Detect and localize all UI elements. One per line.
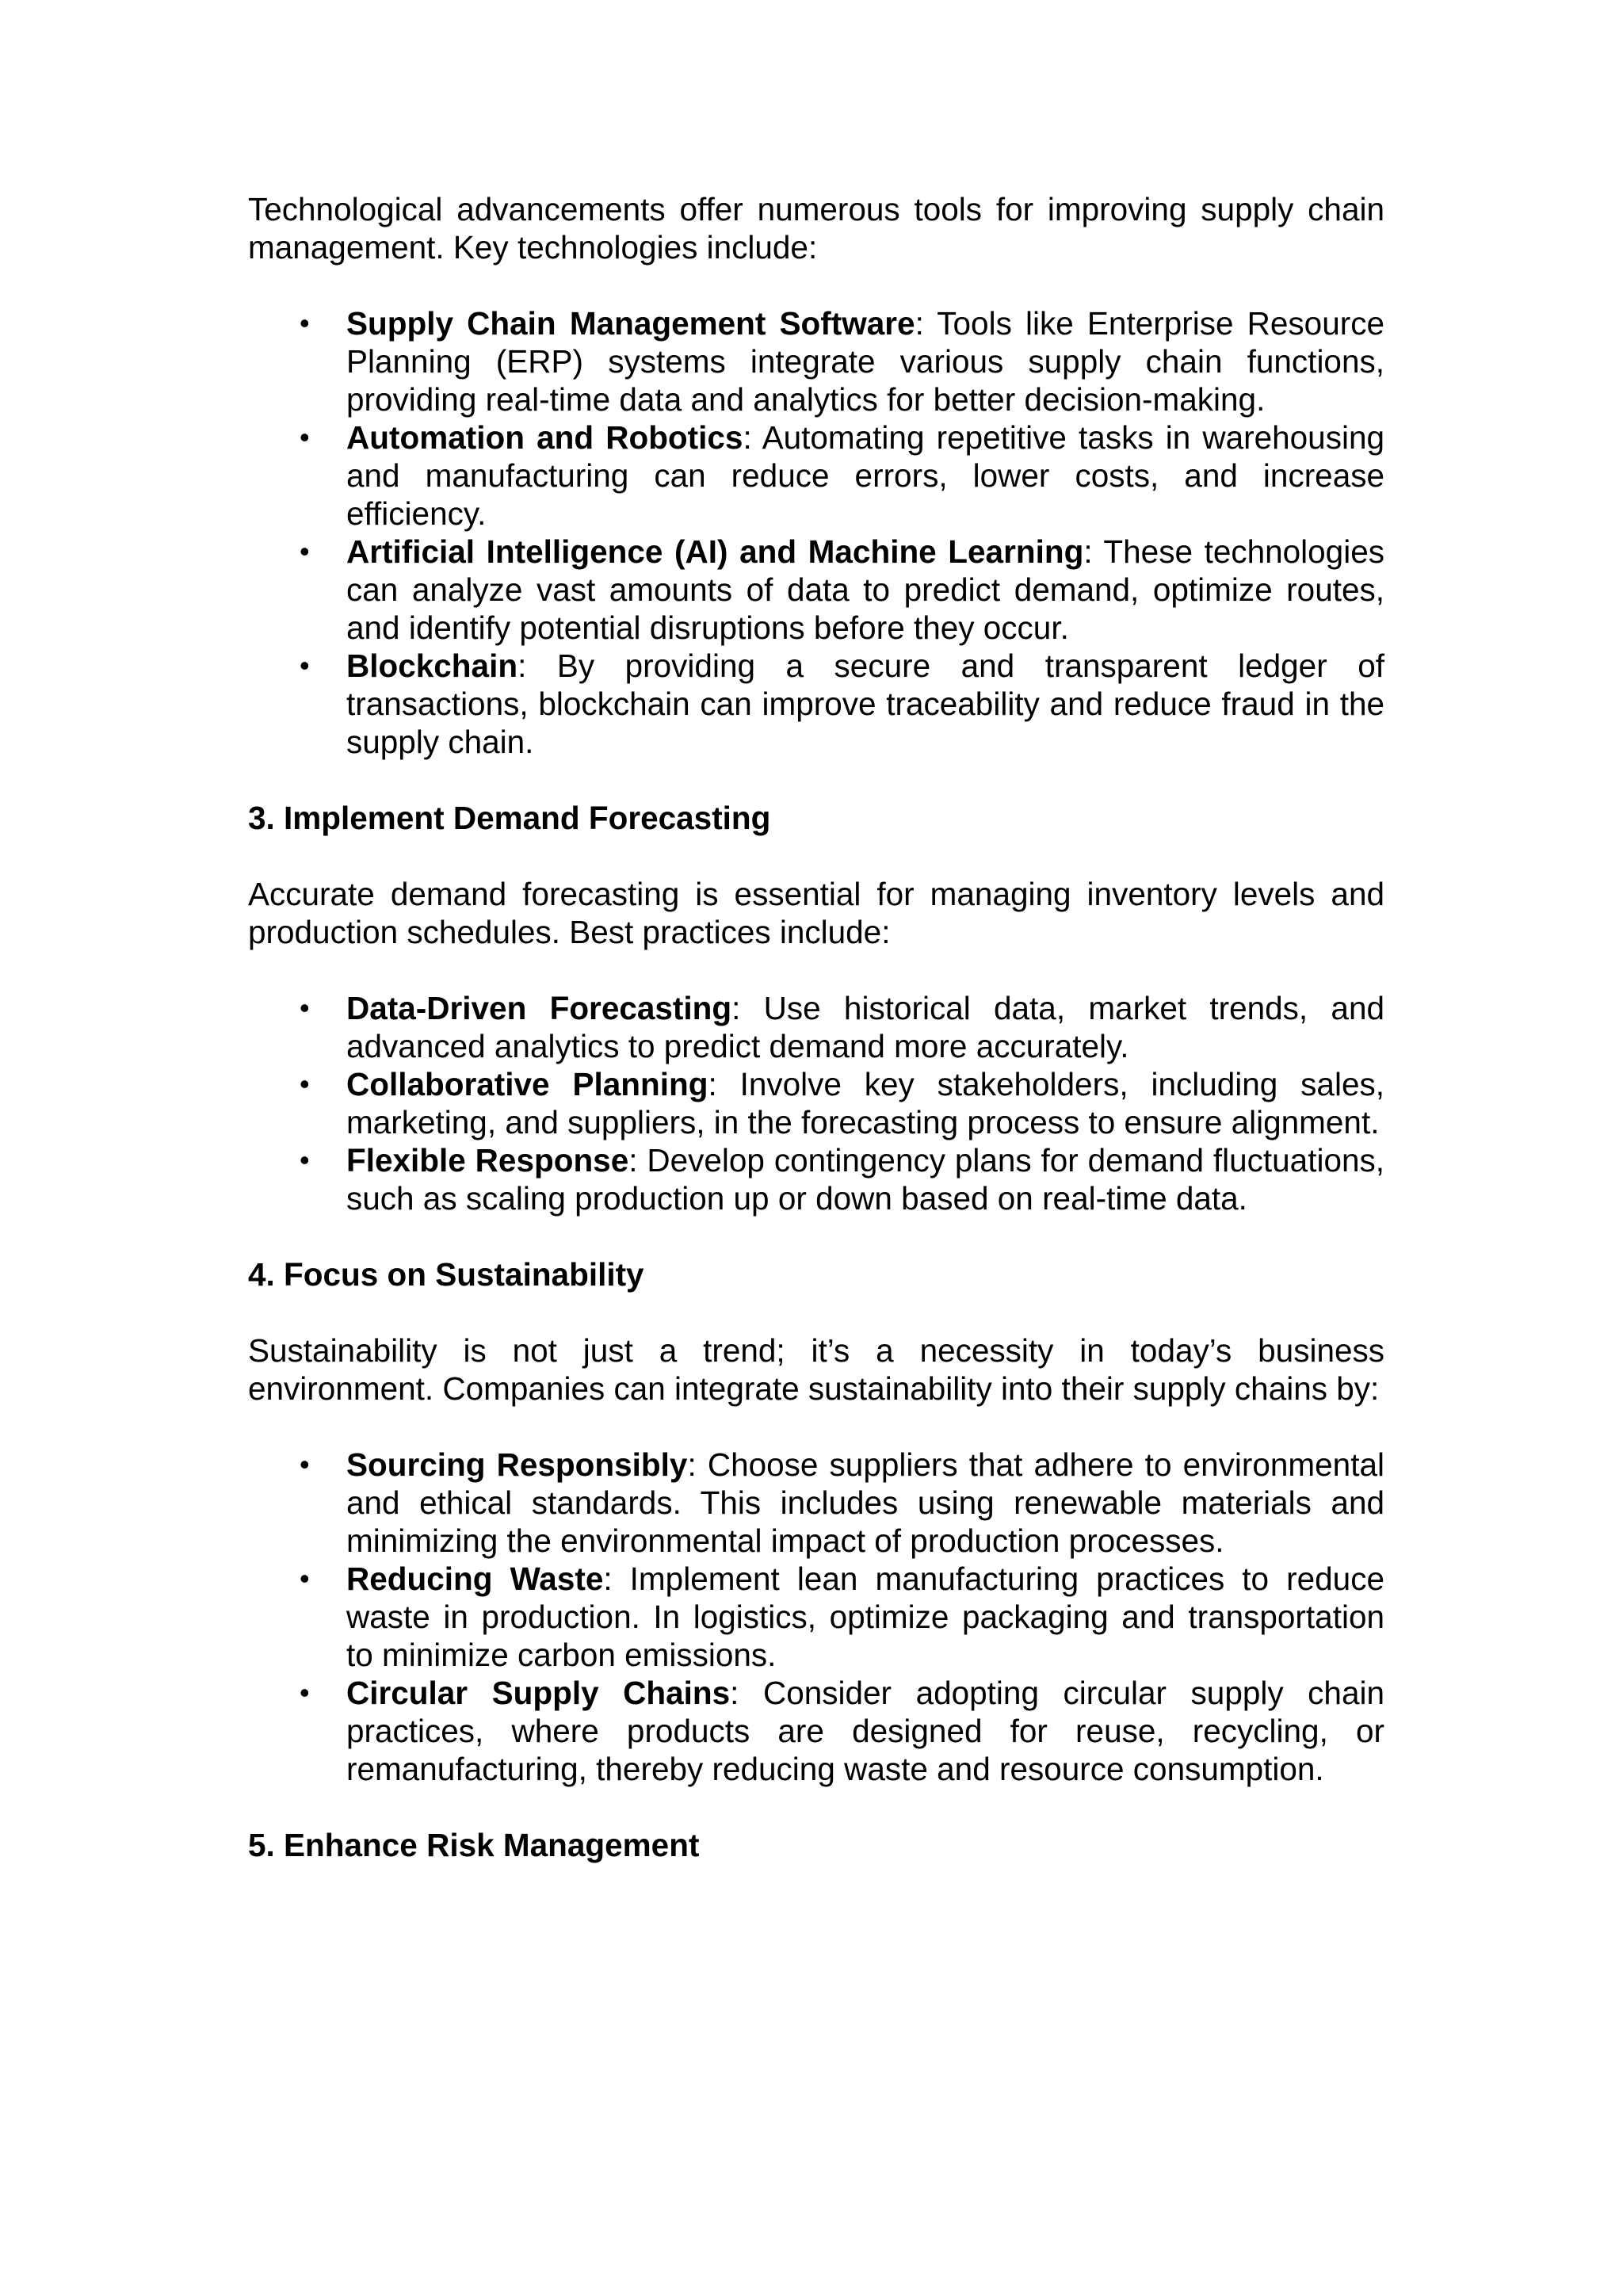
list-item-term: Sourcing Responsibly <box>346 1446 688 1483</box>
list-item <box>248 647 1384 761</box>
list-item-term: Artificial Intelligence (AI) and Machine Learning <box>346 533 1084 570</box>
bullet-icon: • <box>300 1676 310 1709</box>
list-item-text: : Use historical data, market trends, and advanced analytics to predict demand more accurately. <box>346 990 1384 1064</box>
section-heading-sustainability: 4. Focus on Sustainability <box>248 1256 644 1293</box>
list-item-term: Data-Driven Forecasting <box>346 990 732 1026</box>
document-page <box>248 190 1384 1902</box>
demand-forecasting-intro: Accurate demand forecasting is essential for managing inventory levels and production schedules. Best practices include: <box>248 876 1384 950</box>
list-item-term: Automation and Robotics <box>346 419 743 456</box>
list-item <box>248 418 1384 533</box>
list-item <box>248 533 1384 647</box>
list-item-term: Reducing Waste <box>346 1561 604 1597</box>
list-item <box>248 1141 1384 1217</box>
list-item-text: : Involve key stakeholders, including sales, marketing, and suppliers, in the forecasting process to ensure alignment. <box>346 1066 1384 1140</box>
bullet-icon: • <box>300 307 310 339</box>
list-item <box>248 989 1384 1065</box>
list-item-term: Supply Chain Management Software <box>346 305 915 342</box>
section-heading-demand-forecasting: 3. Implement Demand Forecasting <box>248 800 771 836</box>
sustainability-intro: Sustainability is not just a trend; it’s a necessity in today’s business environment. Companies can integrate sustainability into their supply chains by: <box>248 1332 1384 1407</box>
list-item <box>248 1674 1384 1788</box>
demand-forecasting-list <box>248 989 1384 1217</box>
bullet-icon: • <box>300 535 310 567</box>
tech-list <box>248 304 1384 761</box>
sustainability-list <box>248 1446 1384 1788</box>
bullet-icon: • <box>300 1144 310 1176</box>
list-item <box>248 304 1384 418</box>
list-item <box>248 1560 1384 1674</box>
list-item-text: : These technologies can analyze vast amounts of data to predict demand, optimize routes, and identify potential disruptions before they occur. <box>346 533 1384 646</box>
list-item-text: : Implement lean manufacturing practices to reduce waste in production. In logistics, optimize packaging and transportation to minimize carbon emissions. <box>346 1561 1384 1673</box>
list-item-text: : Develop contingency plans for demand fluctuations, such as scaling production up or down based on real-time data. <box>346 1142 1385 1217</box>
list-item-text: : Choose suppliers that adhere to environmental and ethical standards. This includes using renewable materials and minimizing the environmental impact of production processes. <box>346 1446 1384 1559</box>
list-item <box>248 1065 1384 1141</box>
list-item-term: Blockchain <box>346 648 518 684</box>
bullet-icon: • <box>300 1448 310 1480</box>
list-item <box>248 1446 1384 1560</box>
list-item-text: : By providing a secure and transparent ledger of transactions, blockchain can improve traceability and reduce fraud in the supply chain. <box>346 648 1384 760</box>
bullet-icon: • <box>300 991 310 1024</box>
tech-intro-paragraph: Technological advancements offer numerous tools for improving supply chain management. Key technologies include: <box>248 191 1384 266</box>
list-item-term: Circular Supply Chains <box>346 1675 731 1711</box>
bullet-icon: • <box>300 649 310 682</box>
section-heading-risk-management: 5. Enhance Risk Management <box>248 1827 700 1863</box>
list-item-term: Flexible Response <box>346 1142 629 1179</box>
bullet-icon: • <box>300 421 310 453</box>
list-item-term: Collaborative Planning <box>346 1066 708 1102</box>
list-item-text: : Tools like Enterprise Resource Planning (ERP) systems integrate various supply chain functions, providing real-time data and analytics for better decision-making. <box>346 305 1384 418</box>
bullet-icon: • <box>300 1068 310 1100</box>
list-item-text: : Automating repetitive tasks in warehousing and manufacturing can reduce errors, lower costs, and increase efficiency. <box>346 419 1384 532</box>
list-item-text: : Consider adopting circular supply chain practices, where products are designed for reuse, recycling, or remanufacturing, thereby reducing waste and resource consumption. <box>346 1675 1384 1787</box>
bullet-icon: • <box>300 1562 310 1595</box>
